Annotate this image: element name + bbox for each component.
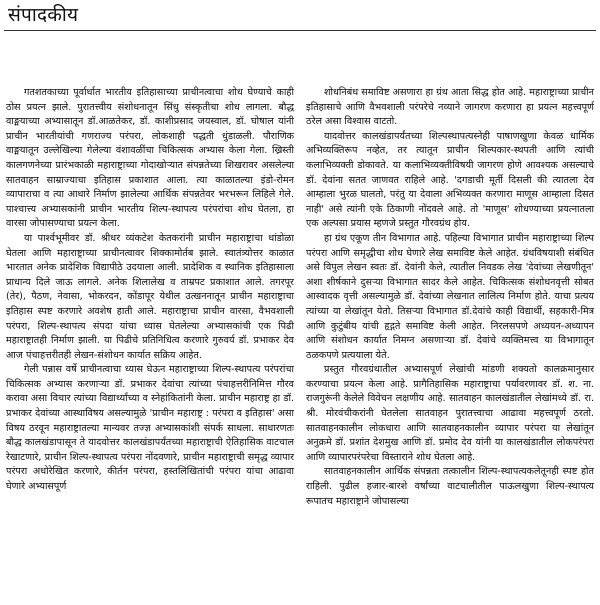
page-title: संपादकीय: [8, 4, 79, 26]
title-divider: [4, 30, 596, 31]
paragraph: हा ग्रंथ एकूण तीन विभागात आहे. पहिल्या विभागात प्राचीन महाराष्ट्राच्या शिल्प परंपरा आणि समृद्धीचा शोध घेणारे लेख समाविष्ट केले आहेत. ग्रंथविषयाशी संबंधित असे विपुल लेखन स्वतः डॉ. देवांनी केले, त्यातील निवडक लेख 'देवांच्या लेखणीतून' अशा शीर्षकाने दुसऱ्या विभागात सादर केले आहेत. चिकित्सक संशोधनवृत्ती सोबत आस्वादक वृत्ती असल्यामुळे डॉ. देवांच्या लेखनात लालित्य निर्माण होते. याचा प्रत्यय त्यांच्या या लेखांतून येतो. तिसऱ्या विभागात डॉ.देवांचे काही विद्यार्थी, सहकारी-मित्र आणि कुटुंबीय यांची हृद्गते समाविष्ट केली आहेत. निरलसपणे अध्ययन-अध्यापन आणि संशोधन कार्यात निमग्न असणाऱ्या डॉ. देवांचे व्यक्तिमत्त्व या विभागातून ठळकपणे प्रत्ययाला येते.: [306, 232, 594, 361]
paragraph: प्रस्तुत गौरवग्रंथातील अभ्यासपूर्ण लेखांची मांडणी शक्यतो कालक्रमानुसार करण्याचा प्रयत्न केला आहे. प्रागैतिहासिक महाराष्ट्राचा पर्यावरणावर डॉ. श. ना. राजगुरूंनी केलेले विवेचन लक्षणीय आहे. सातवाहन कालखंडातील लेखांमध्ये डॉ. रा. श्री. मोरवंचीकरांनी घेतलेला सातवाहन पुरातत्त्वाचा आढावा महत्त्वपूर्ण ठरतो. सातवाहनकालीन लोकधारा आणि सातवाहनकालीन व्यापार परंपरा या लेखांतून अनुक्रमे डॉ. प्रशांत देशमुख आणि डॉ. प्रमोद देव यांनी या कालखंडातील लोकपरंपरा आणि व्यापारपरंपरेचा विस्ताराने शोध घेतला आहे.: [306, 364, 594, 463]
paragraph: या पार्श्वभूमीवर डॉ. श्रीधर व्यंकटेश केतकरांनी प्राचीन महाराष्ट्राचा धांडोळा घेतला आणि महाराष्ट्राच्या प्राचीनत्वावर शिक्कामोर्तब झाले. स्वातंत्र्योत्तर काळात भारतात अनेक प्रादेशिक विद्यापीठे उदयाला आली. प्रादेशिक व स्थानिक इतिहासाला प्राधान्य दिले जाऊ लागले. अनेक शिलालेख व ताम्रपट प्रकाशात आले. तगरपूर (तेर), पैठण, नेवासा, भोकरदन, कोंडापूर येथील उत्खननातून प्राचीन महाराष्ट्राचा इतिहास स्पष्ट करणारे अवशेष हाती आले. महाराष्ट्राचा प्राचीन वारसा, वैभवशाली परंपरा, शिल्प-स्थापत्य संपदा यांचा ध्यास घेतलेल्या अभ्यासकांची एक पिढी महाराष्ट्रातही निर्माण झाली. या पिढीचे प्रतिनिधित्व करणारे गुरुवर्य डॉ. प्रभाकर देव आज पंचाहत्तरीतही लेखन-संशोधन कार्यात सक्रिय आहेत.: [6, 232, 294, 361]
paragraph: गतशतकाच्या पूर्वार्धात भारतीय इतिहासाच्या प्राचीनत्वाचा शोध घेण्याचे काही ठोस प्रयत्न झाले. पुरातत्त्वीय संशोधनातून सिंधु संस्कृतीचा शोध लागला. बौद्ध वाङ्मयाच्या अभ्यासातून डॉ.आळतेकर, डॉ. काशीप्रसाद जयस्वाल, डॉ. घोषाल यांनी प्राचीन भारतीयांची गणराज्य परंपरा, लोकशाही पद्धती धुंडाळली. पौराणिक वाङ्मयातून उल्लेखिल्या गेलेल्या वंशावळींचा चिकित्सक अभ्यास केला गेला. ख्रिस्ती कालगणनेच्या प्रारंभकाळी महाराष्ट्राच्या गोदाखोऱ्यात संपन्नतेच्या शिखरावर असलेल्या सातवाहन साम्राज्याचा इतिहास प्रकाशात आला. त्या काळातल्या इंडो-रोमन व्यापाराचा व त्या आधारे निर्माण झालेल्या आर्थिक संपन्नतेवर भरभरून लिहिले गेले. पाश्चात्त्य अभ्यासकांनी प्राचीन भारतीय शिल्प-स्थापत्य परंपरांचा शोध घेतला, हा वारसा जोपासण्याचा प्रयत्न केला.: [6, 87, 294, 230]
paragraph: गेली पन्नास वर्षे प्राचीनत्वाचा ध्यास घेऊन महाराष्ट्राच्या शिल्प-स्थापत्य परंपरांचा चिकित्सक अभ्यास करणाऱ्या डॉ. प्रभाकर देवांचा त्यांच्या पंचाहत्तरीनिमित्त गौरव करावा असा विचार त्यांच्या विद्यार्थ्यांच्या व स्नेहांकितांनी केला. प्राचीन महाराष्ट्र हा डॉ. प्रभाकर देवांच्या आस्थाविषय असल्यामुळे 'प्राचीन महाराष्ट्र : परंपरा व इतिहास' असा विषय ठरवून महाराष्ट्रातल्या मान्यवर तज्ज्ञ अभ्यासकांशी संपर्क साधला. साधारणतः बौद्ध कालखंडापासून ते यादवोत्तर कालखंडापर्यंतच्या महाराष्ट्राची ऐतिहासिक वाटचाल रेखाटणारे, प्राचीन शिल्प-स्थापत्य परंपरा नोंदवणारे, प्राचीन महाराष्ट्राची समृद्ध व्यापार परंपरा अधोरेखित करणारे, कीर्तन परंपरा, हस्तलिखितांची परंपरा यांचा आढावा घेणारे अभ्यासपूर्ण: [6, 364, 294, 493]
paragraph: यादवोत्तर कालखंडापर्यंतच्या शिल्पस्थापत्यस्नेही पाषाणखुणा केवळ धार्मिक अभिव्यक्तिरूप नव्हेत, तर त्यातून प्राचीन शिल्पकार-स्थपती आणि त्यांची कलाभिव्यक्ती डोकावते. या कलाभिव्यक्तीविषयी जागरण होणे आवश्यक असल्याचे डॉ. देवांना सतत जाणवत राहिले आहे. 'दगडाची मूर्ती दिसली की त्यातला देव आम्हाला भुरळ घालतो, परंतु या देवाला अभिव्यक्त करणारा माणूस आम्हाला दिसत नाही' असे त्यांनी एके ठिकाणी नोंदवले आहे. तो 'माणूस' शोधण्याच्या प्रयत्नातला एक अल्पसा प्रयास म्हणजे प्रस्तुत गौरवग्रंथ होय.: [306, 130, 594, 230]
paragraph: शोधनिबंध समाविष्ट असणारा हा ग्रंथ आता सिद्ध होत आहे. महाराष्ट्राच्या प्राचीन इतिहासाचे आणि वैभवशाली परंपरेचे नव्याने जागरण करणारा हा प्रयत्न महत्त्वपूर्ण ठरेल असा विश्वास वाटतो.: [306, 87, 594, 128]
paragraph: सातवाहनकालीन आर्थिक संपन्नता तत्कालीन शिल्प-स्थापत्यकलेतूनही स्पष्ट होत राहिली. पुढील हजार-बारशे वर्षांच्या वाटचालीतील पाऊलखुणा शिल्प-स्थापत्य रूपातच महाराष्ट्राने जोपासल्या: [306, 466, 594, 507]
right-column: [306, 86, 594, 601]
left-column: [6, 86, 294, 601]
